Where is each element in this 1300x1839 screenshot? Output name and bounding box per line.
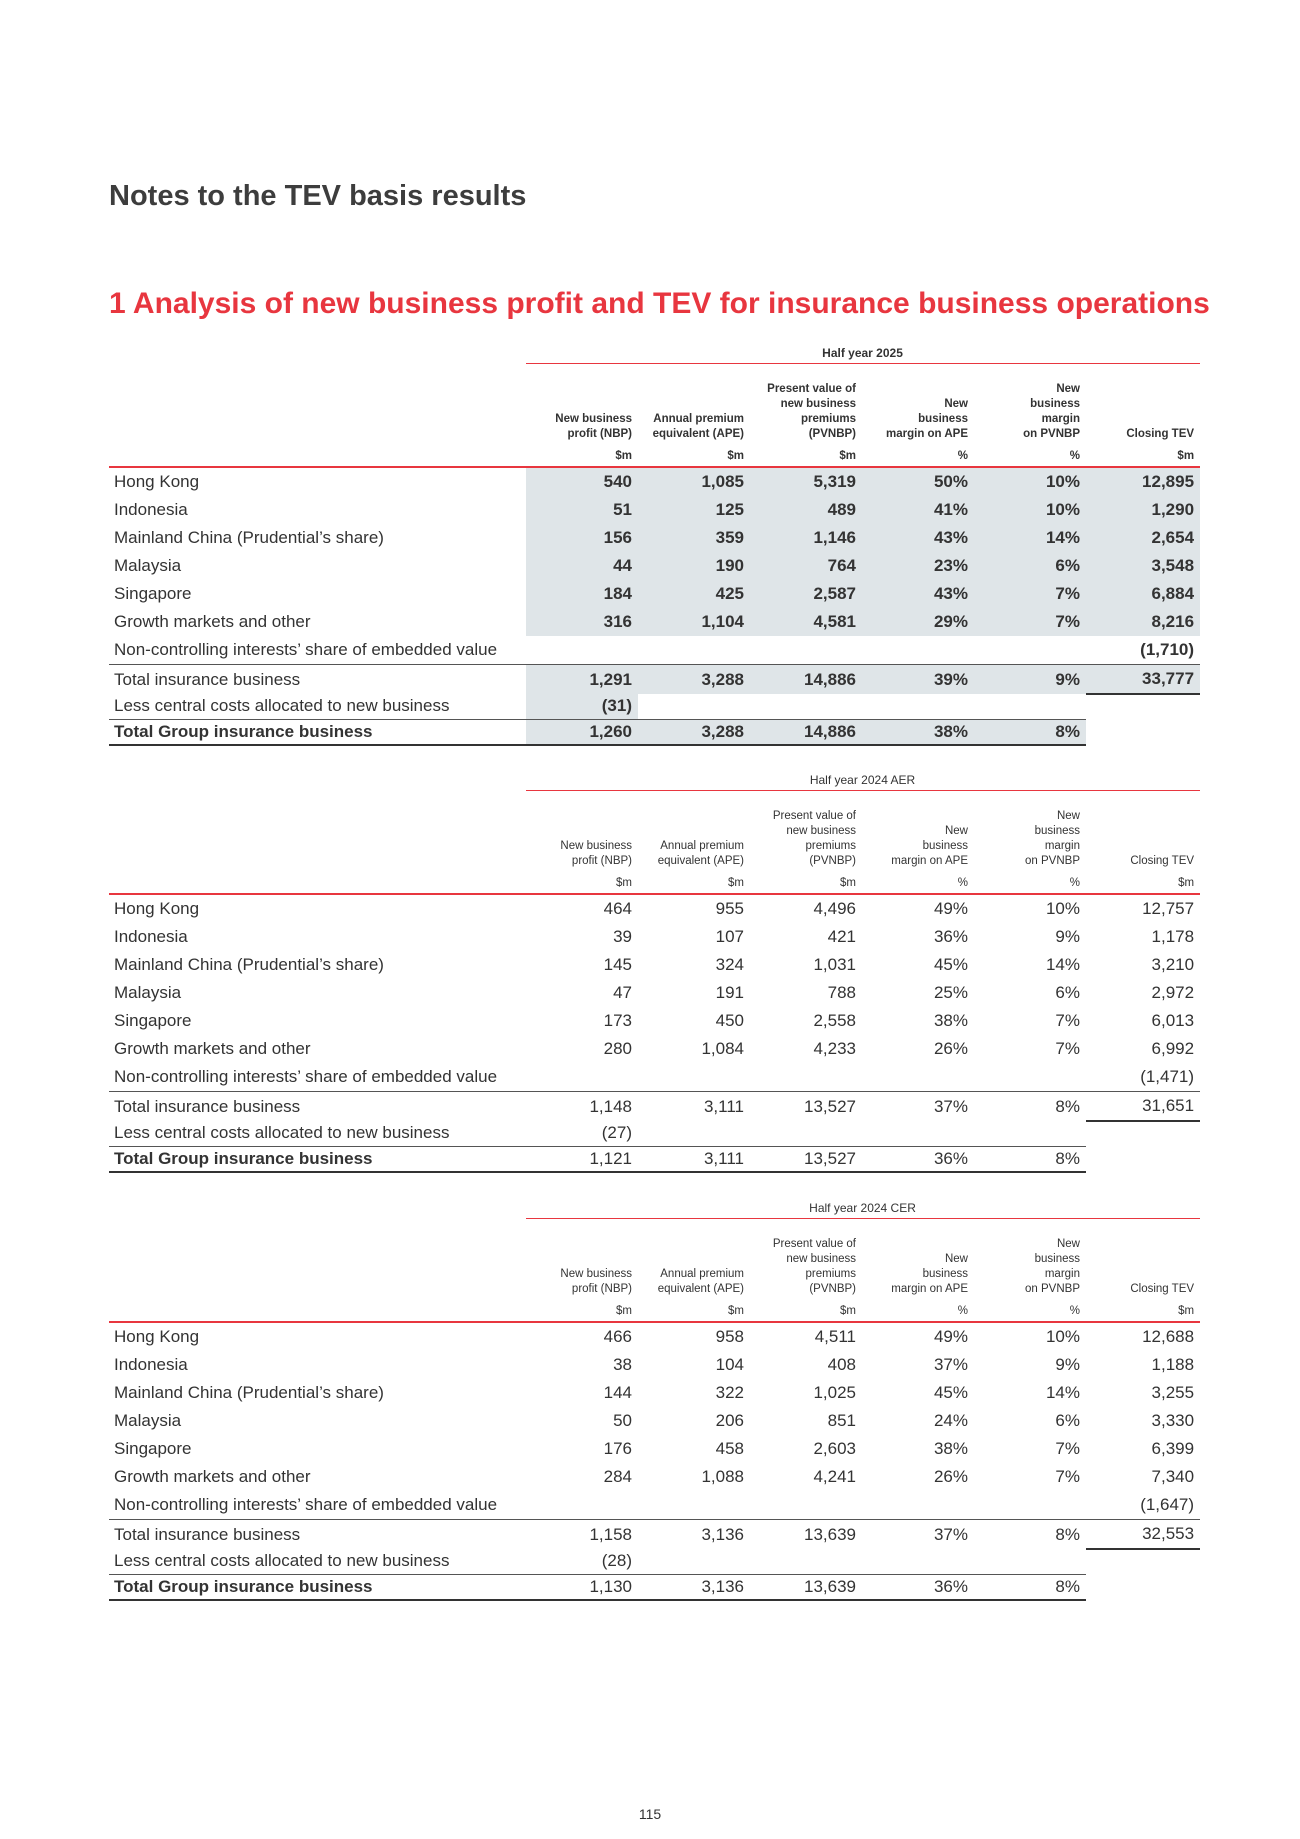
cell-closing-tev: 3,330 [1151, 1411, 1195, 1430]
cell-nbp: 145 [603, 955, 632, 974]
cell-margin-ape: 38% [933, 1439, 968, 1458]
row-label: Less central costs allocated to new business [114, 1551, 450, 1571]
cell-nbp: 464 [603, 899, 632, 918]
unit-label: $m [526, 872, 638, 894]
cell-nbp: 1,148 [526, 1092, 638, 1122]
row-label: Total insurance business [109, 1520, 526, 1550]
tev-table [109, 1198, 1200, 1601]
cell-margin-pvnbp [974, 1063, 1086, 1092]
cell-pvnbp [750, 1491, 862, 1520]
cell-closing-tev: 2,654 [1086, 524, 1200, 552]
cell-ape: 324 [715, 955, 744, 974]
cell-pvnbp: 1,025 [813, 1383, 856, 1402]
cell-ape: 191 [715, 983, 744, 1002]
cell-ape: 958 [715, 1327, 744, 1346]
cell-margin-pvnbp: 7% [974, 608, 1086, 636]
cell-nbp: 50 [613, 1411, 632, 1430]
cell-margin-pvnbp: 7% [1055, 1467, 1080, 1486]
column-header-ape: Annual premium equivalent (APE) [657, 840, 744, 867]
cell-closing-tev: 3,210 [1151, 955, 1195, 974]
cell-margin-pvnbp [974, 1549, 1086, 1574]
unit-label: % [862, 872, 974, 894]
cell-margin-ape: 38% [933, 1011, 968, 1030]
row-label: Non-controlling interests’ share of embedded value [114, 1067, 498, 1086]
column-header-margin-ape: New business margin on APE [886, 398, 968, 440]
cell-pvnbp: 788 [827, 983, 856, 1002]
period-heading: Half year 2025 [526, 343, 1200, 364]
row-label: Growth markets and other [114, 1039, 311, 1058]
cell-pvnbp: 408 [827, 1355, 856, 1374]
page-number: 115 [638, 1806, 662, 1822]
cell-ape: 322 [715, 1383, 744, 1402]
table-row [109, 467, 1200, 496]
cell-margin-ape: 49% [933, 899, 968, 918]
cell-closing-tev: 8,216 [1086, 608, 1200, 636]
cell-margin-ape [862, 1063, 974, 1092]
column-header-pvnbp: Present value of new business premiums (PVNBP) [772, 1238, 856, 1295]
table-row [109, 1322, 1200, 1351]
cell-pvnbp: 851 [827, 1411, 856, 1430]
cell-nbp: (31) [526, 694, 638, 719]
cell-ape: 206 [715, 1411, 744, 1430]
cell-closing-tev [1086, 1574, 1200, 1600]
cell-nbp [526, 1063, 638, 1092]
period-heading: Half year 2024 CER [526, 1198, 1200, 1219]
row-label: Growth markets and other [114, 1467, 311, 1486]
cell-nbp [526, 1491, 638, 1520]
period-heading: Half year 2024 AER [526, 770, 1200, 791]
cell-margin-ape: 39% [862, 665, 974, 695]
cell-closing-tev [1086, 719, 1200, 745]
cell-margin-ape: 25% [933, 983, 968, 1002]
cell-nbp: 1,291 [526, 665, 638, 695]
cell-nbp: 1,121 [526, 1146, 638, 1172]
table-row [109, 1379, 1200, 1407]
row-label: Malaysia [114, 1411, 182, 1430]
unit-label: $m [526, 445, 638, 467]
cell-closing-tev: 33,777 [1086, 665, 1200, 695]
cell-ape: 125 [638, 496, 750, 524]
cell-margin-ape: 37% [862, 1520, 974, 1550]
cell-ape: 107 [715, 927, 744, 946]
cell-pvnbp [750, 1063, 862, 1092]
page-title: Notes to the TEV basis results [109, 180, 527, 212]
cell-margin-ape: 50% [862, 467, 974, 496]
cell-margin-pvnbp: 7% [1055, 1039, 1080, 1058]
cell-margin-ape: 23% [862, 552, 974, 580]
table-row [109, 496, 1200, 524]
unit-label: $m [1086, 445, 1200, 467]
cell-closing-tev [1086, 1146, 1200, 1172]
cell-pvnbp: 489 [750, 496, 862, 524]
column-header-nbp: New business profit (NBP) [560, 840, 632, 867]
cell-ape: 1,084 [701, 1039, 744, 1058]
cell-margin-ape: 24% [933, 1411, 968, 1430]
table-row [109, 1549, 1200, 1574]
cell-margin-pvnbp: 7% [974, 580, 1086, 608]
cell-margin-ape: 37% [862, 1092, 974, 1122]
cell-ape: 3,111 [638, 1092, 750, 1122]
cell-nbp: 156 [526, 524, 638, 552]
unit-label: % [862, 445, 974, 467]
table-row [109, 923, 1200, 951]
unit-label: $m [1086, 872, 1200, 894]
cell-nbp: 1,130 [526, 1574, 638, 1600]
row-label: Total Group insurance business [109, 1574, 526, 1600]
row-label: Mainland China (Prudential’s share) [114, 1383, 384, 1402]
row-label: Singapore [114, 584, 192, 603]
cell-margin-ape [862, 1549, 974, 1574]
cell-pvnbp: 2,603 [813, 1439, 856, 1458]
cell-margin-pvnbp: 8% [974, 1146, 1086, 1172]
row-label: Non-controlling interests’ share of embedded value [114, 1495, 498, 1514]
cell-nbp: 44 [526, 552, 638, 580]
cell-ape: 3,136 [638, 1574, 750, 1600]
table-row [109, 1092, 1200, 1122]
cell-ape: 190 [638, 552, 750, 580]
cell-margin-ape [862, 1121, 974, 1146]
row-label: Malaysia [114, 556, 182, 575]
cell-ape: 104 [715, 1355, 744, 1374]
unit-label: % [974, 1300, 1086, 1322]
unit-label: $m [1086, 1300, 1200, 1322]
cell-ape [638, 636, 750, 665]
table-half-year-2024-aer [109, 770, 1200, 1173]
tev-table [109, 770, 1200, 1173]
cell-margin-pvnbp: 14% [974, 524, 1086, 552]
cell-pvnbp: 4,581 [750, 608, 862, 636]
column-header-closing-tev: Closing TEV [1126, 428, 1195, 440]
cell-pvnbp: 4,496 [813, 899, 856, 918]
cell-margin-pvnbp: 9% [1055, 1355, 1080, 1374]
cell-ape: 3,136 [638, 1520, 750, 1550]
cell-nbp: 51 [526, 496, 638, 524]
cell-pvnbp: 1,146 [750, 524, 862, 552]
table-row [109, 719, 1200, 745]
cell-ape: 1,104 [638, 608, 750, 636]
cell-ape: 1,085 [638, 467, 750, 496]
table-row [109, 1520, 1200, 1550]
unit-label: $m [750, 445, 862, 467]
cell-margin-pvnbp [974, 1121, 1086, 1146]
table-row [109, 1035, 1200, 1063]
cell-margin-ape: 36% [933, 927, 968, 946]
cell-closing-tev: (1,710) [1140, 640, 1195, 659]
table-row [109, 608, 1200, 636]
row-label: Indonesia [114, 1355, 188, 1374]
cell-closing-tev: 7,340 [1151, 1467, 1195, 1486]
cell-nbp [526, 636, 638, 665]
cell-nbp: 173 [603, 1011, 632, 1030]
cell-margin-ape: 41% [862, 496, 974, 524]
cell-ape [638, 1549, 750, 1574]
cell-margin-ape [862, 1491, 974, 1520]
cell-margin-pvnbp: 6% [974, 552, 1086, 580]
row-label: Mainland China (Prudential’s share) [114, 528, 384, 547]
table-row [109, 524, 1200, 552]
cell-ape [638, 1121, 750, 1146]
table-row [109, 694, 1200, 719]
cell-margin-ape: 43% [862, 524, 974, 552]
cell-margin-pvnbp: 6% [1055, 983, 1080, 1002]
cell-margin-pvnbp: 14% [1045, 1383, 1080, 1402]
column-header-closing-tev: Closing TEV [1130, 855, 1195, 867]
cell-margin-pvnbp: 10% [974, 467, 1086, 496]
cell-closing-tev: 12,688 [1142, 1327, 1195, 1346]
table-row [109, 951, 1200, 979]
row-label: Mainland China (Prudential’s share) [114, 955, 384, 974]
row-label: Total insurance business [109, 1092, 526, 1122]
cell-closing-tev: 6,884 [1086, 580, 1200, 608]
cell-nbp: 1,158 [526, 1520, 638, 1550]
cell-closing-tev [1086, 1549, 1200, 1574]
cell-margin-ape [862, 694, 974, 719]
cell-closing-tev: 1,188 [1151, 1355, 1195, 1374]
table-row [109, 1574, 1200, 1600]
table-row [109, 552, 1200, 580]
cell-pvnbp [750, 694, 862, 719]
cell-pvnbp: 13,527 [750, 1146, 862, 1172]
table-row [109, 665, 1200, 695]
cell-margin-pvnbp [974, 694, 1086, 719]
column-header-nbp: New business profit (NBP) [560, 1268, 632, 1295]
cell-margin-pvnbp: 8% [974, 1520, 1086, 1550]
cell-nbp: 280 [603, 1039, 632, 1058]
cell-closing-tev: 31,651 [1086, 1092, 1200, 1122]
column-header-pvnbp: Present value of new business premiums (PVNBP) [772, 810, 856, 867]
cell-margin-pvnbp: 6% [1055, 1411, 1080, 1430]
column-header-margin-ape: New business margin on APE [891, 1253, 968, 1295]
cell-margin-ape: 45% [933, 1383, 968, 1402]
cell-pvnbp: 4,233 [813, 1039, 856, 1058]
table-row [109, 894, 1200, 923]
row-label: Growth markets and other [114, 612, 311, 631]
cell-closing-tev: 6,992 [1151, 1039, 1195, 1058]
unit-label: % [974, 445, 1086, 467]
cell-margin-pvnbp: 8% [974, 1574, 1086, 1600]
cell-margin-ape: 37% [933, 1355, 968, 1374]
cell-ape: 450 [715, 1011, 744, 1030]
cell-pvnbp: 14,886 [750, 665, 862, 695]
cell-nbp: 284 [603, 1467, 632, 1486]
table-row [109, 1351, 1200, 1379]
table-row [109, 979, 1200, 1007]
cell-ape [638, 1063, 750, 1092]
row-label: Hong Kong [114, 1327, 200, 1346]
column-header-nbp: New business profit (NBP) [555, 413, 632, 440]
row-label: Hong Kong [114, 899, 200, 918]
cell-margin-ape: 49% [933, 1327, 968, 1346]
cell-margin-ape: 36% [862, 1146, 974, 1172]
cell-ape: 955 [715, 899, 744, 918]
cell-pvnbp: 2,587 [750, 580, 862, 608]
cell-nbp: 176 [603, 1439, 632, 1458]
cell-pvnbp: 4,241 [813, 1467, 856, 1486]
cell-margin-pvnbp: 9% [1055, 927, 1080, 946]
row-label: Total Group insurance business [109, 1146, 526, 1172]
cell-margin-ape: 29% [862, 608, 974, 636]
cell-pvnbp [750, 1121, 862, 1146]
unit-label: % [862, 1300, 974, 1322]
row-label: Hong Kong [114, 472, 200, 491]
cell-margin-ape: 26% [933, 1039, 968, 1058]
cell-pvnbp: 14,886 [750, 719, 862, 745]
cell-closing-tev: 1,290 [1086, 496, 1200, 524]
cell-nbp: 466 [603, 1327, 632, 1346]
cell-closing-tev: 6,013 [1151, 1011, 1195, 1030]
row-label: Total insurance business [109, 665, 526, 695]
column-header-margin-pvnbp: New business margin on PVNBP [1025, 810, 1080, 867]
unit-label: $m [638, 872, 750, 894]
cell-nbp: 540 [526, 467, 638, 496]
row-label: Singapore [114, 1011, 192, 1030]
cell-nbp: 184 [526, 580, 638, 608]
section-title: 1 Analysis of new business profit and TEV for insurance business operations [109, 287, 1210, 320]
cell-closing-tev: (1,647) [1140, 1495, 1195, 1514]
unit-label: $m [750, 1300, 862, 1322]
cell-pvnbp: 5,319 [750, 467, 862, 496]
row-label: Non-controlling interests’ share of embedded value [114, 640, 498, 659]
cell-margin-pvnbp: 8% [974, 719, 1086, 745]
cell-pvnbp: 1,031 [813, 955, 856, 974]
cell-pvnbp: 2,558 [813, 1011, 856, 1030]
cell-ape: 425 [638, 580, 750, 608]
cell-margin-ape: 45% [933, 955, 968, 974]
cell-margin-pvnbp: 10% [1045, 1327, 1080, 1346]
unit-label: $m [750, 872, 862, 894]
row-label: Less central costs allocated to new business [114, 696, 450, 716]
row-label: Singapore [114, 1439, 192, 1458]
cell-closing-tev: 12,895 [1086, 467, 1200, 496]
cell-ape: 3,288 [638, 719, 750, 745]
cell-nbp: 316 [526, 608, 638, 636]
table-row [109, 1063, 1200, 1092]
cell-pvnbp: 421 [827, 927, 856, 946]
cell-pvnbp: 4,511 [814, 1327, 856, 1346]
cell-closing-tev: 3,255 [1151, 1383, 1195, 1402]
table-half-year-2024-cer [109, 1198, 1200, 1601]
cell-nbp: 144 [603, 1383, 632, 1402]
cell-pvnbp [750, 636, 862, 665]
cell-margin-pvnbp: 14% [1045, 955, 1080, 974]
cell-nbp: 47 [613, 983, 632, 1002]
cell-ape: 1,088 [701, 1467, 744, 1486]
cell-pvnbp: 13,639 [750, 1520, 862, 1550]
column-header-closing-tev: Closing TEV [1130, 1283, 1195, 1295]
table-row [109, 1491, 1200, 1520]
cell-margin-pvnbp [974, 636, 1086, 665]
row-label: Less central costs allocated to new business [114, 1123, 450, 1143]
cell-margin-pvnbp: 10% [1045, 899, 1080, 918]
cell-nbp: 38 [613, 1355, 632, 1374]
cell-closing-tev [1086, 1121, 1200, 1146]
cell-pvnbp: 13,527 [750, 1092, 862, 1122]
column-header-margin-pvnbp: New business margin on PVNBP [1025, 1238, 1080, 1295]
cell-nbp: (28) [601, 1551, 632, 1571]
row-label: Malaysia [114, 983, 182, 1002]
cell-ape [638, 1491, 750, 1520]
cell-ape: 3,111 [638, 1146, 750, 1172]
column-header-margin-ape: New business margin on APE [891, 825, 968, 867]
cell-margin-ape: 26% [933, 1467, 968, 1486]
table-row [109, 1435, 1200, 1463]
cell-margin-pvnbp [974, 1491, 1086, 1520]
unit-label: $m [638, 445, 750, 467]
table-row [109, 1121, 1200, 1146]
cell-ape: 458 [715, 1439, 744, 1458]
cell-closing-tev: 32,553 [1086, 1520, 1200, 1550]
unit-label: % [974, 872, 1086, 894]
cell-ape: 3,288 [638, 665, 750, 695]
cell-nbp: 1,260 [526, 719, 638, 745]
column-header-margin-pvnbp: New business margin on PVNBP [1023, 383, 1080, 440]
cell-closing-tev: 12,757 [1142, 899, 1195, 918]
cell-pvnbp: 764 [750, 552, 862, 580]
table-row [109, 1407, 1200, 1435]
table-row [109, 580, 1200, 608]
cell-nbp: 39 [613, 927, 632, 946]
cell-ape [638, 694, 750, 719]
cell-closing-tev: 1,178 [1151, 927, 1195, 946]
unit-label: $m [526, 1300, 638, 1322]
cell-margin-ape: 36% [862, 1574, 974, 1600]
row-label: Total Group insurance business [109, 719, 526, 745]
column-header-pvnbp: Present value of new business premiums (PVNBP) [767, 383, 856, 440]
cell-margin-pvnbp: 8% [974, 1092, 1086, 1122]
cell-margin-ape: 38% [862, 719, 974, 745]
table-row [109, 1463, 1200, 1491]
cell-closing-tev: 6,399 [1151, 1439, 1195, 1458]
column-header-ape: Annual premium equivalent (APE) [652, 413, 744, 440]
cell-ape: 359 [638, 524, 750, 552]
cell-closing-tev [1086, 694, 1200, 719]
cell-margin-pvnbp: 7% [1055, 1011, 1080, 1030]
column-header-ape: Annual premium equivalent (APE) [657, 1268, 744, 1295]
table-row [109, 1007, 1200, 1035]
cell-closing-tev: (1,471) [1140, 1067, 1195, 1086]
cell-closing-tev: 3,548 [1086, 552, 1200, 580]
cell-margin-pvnbp: 9% [974, 665, 1086, 695]
table-half-year-2025 [109, 343, 1200, 746]
tev-table [109, 343, 1200, 746]
cell-nbp: (27) [601, 1123, 632, 1143]
unit-label: $m [638, 1300, 750, 1322]
cell-pvnbp [750, 1549, 862, 1574]
cell-margin-ape: 43% [862, 580, 974, 608]
cell-margin-ape [862, 636, 974, 665]
table-row [109, 1146, 1200, 1172]
row-label: Indonesia [114, 927, 188, 946]
cell-closing-tev: 2,972 [1151, 983, 1195, 1002]
table-row [109, 636, 1200, 665]
cell-margin-pvnbp: 10% [974, 496, 1086, 524]
cell-pvnbp: 13,639 [750, 1574, 862, 1600]
cell-margin-pvnbp: 7% [1055, 1439, 1080, 1458]
row-label: Indonesia [114, 500, 188, 519]
